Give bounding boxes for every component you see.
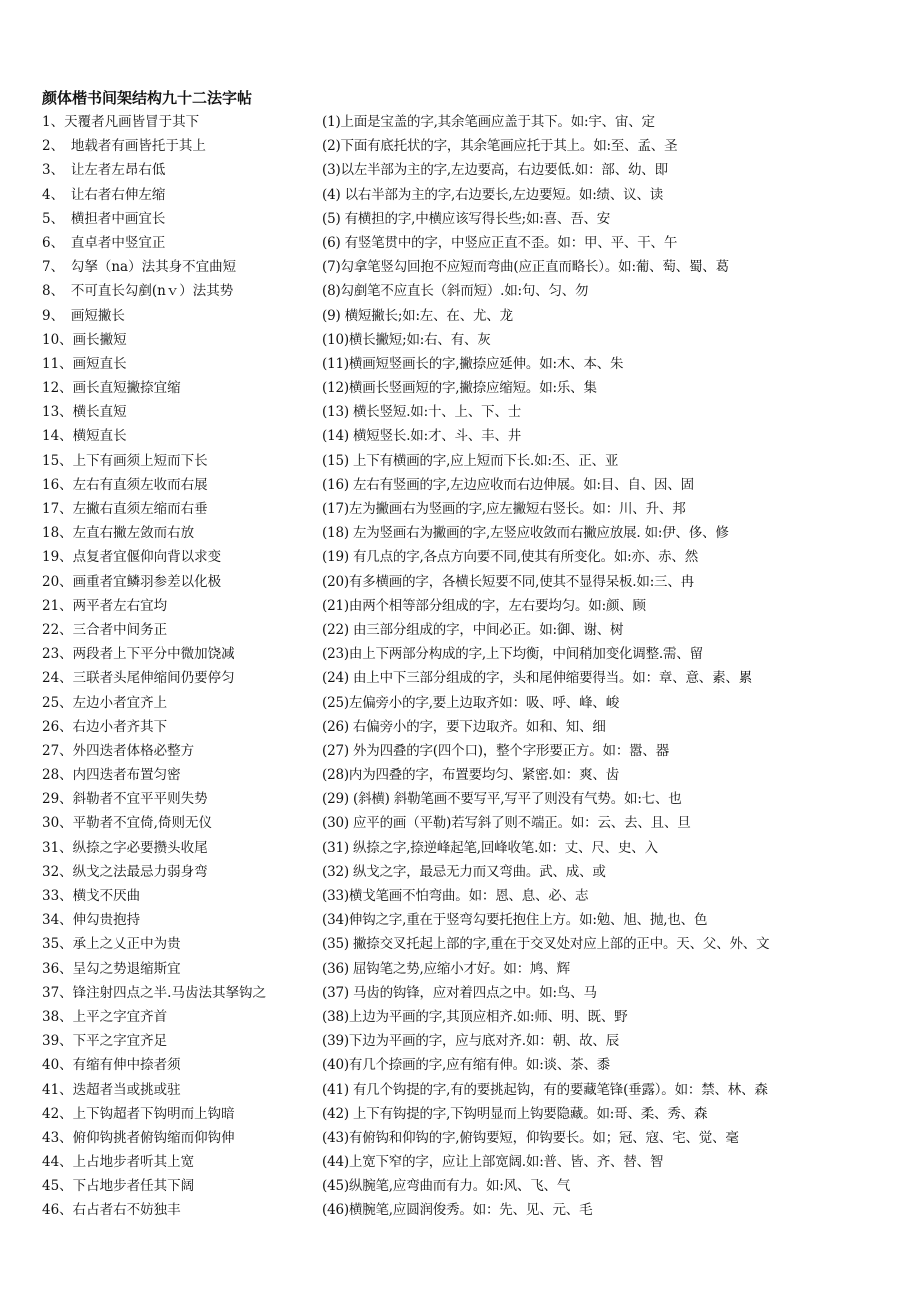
rule-row <box>0 1126 920 1150</box>
rule-name: 6、 直卓者中竖宜正 <box>42 234 166 251</box>
rule-row <box>0 449 920 473</box>
rule-row <box>0 1005 920 1029</box>
rule-description: (9) 横短撇长;如:左、在、尤、龙 <box>322 307 513 324</box>
rule-name: 22、三合者中间务正 <box>42 621 168 638</box>
rule-row <box>0 1078 920 1102</box>
rule-name: 44、上占地步者听其上宽 <box>42 1154 195 1171</box>
rule-row <box>0 594 920 618</box>
rule-name: 1、天覆者凡画皆冒于其下 <box>42 114 200 130</box>
rule-row <box>0 279 920 303</box>
rule-row <box>0 521 920 545</box>
rule-row <box>0 981 920 1005</box>
rule-name: 8、 不可直长勾剷(nｖ）法其势 <box>42 283 234 300</box>
rule-row <box>0 739 920 763</box>
rule-description: (22) 由三部分组成的字，中间必正。如:御、谢、树 <box>322 621 624 638</box>
rule-description: (18) 左为竖画右为撇画的字,左竖应收敛而右撇应放展. 如:伊、侈、修 <box>322 525 729 542</box>
rule-name: 14、横短直长 <box>42 428 127 445</box>
rule-row <box>0 545 920 569</box>
rule-row <box>0 400 920 424</box>
rule-row <box>0 231 920 255</box>
rule-row <box>0 1029 920 1053</box>
rule-description: (20)有多横画的字，各横长短要不同,使其不显得呆板.如:三、冉 <box>322 573 694 590</box>
rule-name: 5、 横担者中画宜长 <box>42 210 166 227</box>
rule-row <box>0 715 920 739</box>
rule-description: (11)横画短竖画长的字,撇捺应延伸。如:木、本、朱 <box>322 355 624 372</box>
rule-row <box>0 424 920 448</box>
rule-name: 10、画长撇短 <box>42 331 127 348</box>
rule-description: (43)有俯钩和仰钩的字,俯钩要短，仰钩要长。如；冠、寇、宅、觉、毫 <box>322 1129 739 1146</box>
rule-name: 45、下占地步者任其下阔 <box>42 1178 195 1195</box>
rule-name: 13、横长直短 <box>42 404 127 421</box>
rule-name: 43、俯仰钩挑者俯钩缩而仰钩伸 <box>42 1129 235 1146</box>
rule-row <box>0 497 920 521</box>
rule-row <box>0 304 920 328</box>
rule-name: 40、有缩有伸中捺者须 <box>42 1057 181 1074</box>
rule-description: (3)以左半部为主的字,左边要高，右边要低.如：部、幼、即 <box>322 162 668 179</box>
rule-name: 19、点复者宜偃仰向背以求变 <box>42 549 222 566</box>
rule-name: 33、横戈不厌曲 <box>42 888 141 904</box>
rule-row <box>0 932 920 956</box>
rule-row <box>0 1150 920 1174</box>
rule-name: 25、左边小者宜齐上 <box>42 694 168 711</box>
rule-description: (45)纵腕笔,应弯曲而有力。如:风、飞、气 <box>322 1178 571 1195</box>
rules-list <box>0 110 920 1223</box>
rule-description: (12)横画长竖画短的字,撇捺应缩短。如:乐、集 <box>322 380 597 397</box>
rule-description: (29) (斜横) 斜勒笔画不要写平,写平了则没有气势。如:七、也 <box>322 791 682 808</box>
rule-name: 42、上下钩超者下钩明而上钩暗 <box>42 1105 235 1122</box>
rule-description: (23)由上下两部分构成的字,上下均衡，中间稍加变化调整.需、留 <box>322 646 703 663</box>
rule-description: (41) 有几个钩提的字,有的要挑起钩，有的要藏笔锋(垂露）。如：禁、林、森 <box>322 1081 768 1098</box>
rule-row <box>0 376 920 400</box>
rule-description: (31) 纵捺之字,捺逆峰起笔,回峰收笔.如：丈、尺、史、入 <box>322 839 658 856</box>
rule-description: (30) 应平的画（平勒)若写斜了则不端正。如：云、去、且、旦 <box>322 815 691 832</box>
rule-row <box>0 570 920 594</box>
rule-description: (26) 右偏旁小的字，要下边取齐。如和、知、细 <box>322 718 606 735</box>
rule-row <box>0 763 920 787</box>
rule-name: 30、平勒者不宜倚,倚则无仪 <box>42 815 212 832</box>
rule-name: 38、上平之字宜齐首 <box>42 1008 168 1025</box>
document-title: 颜体楷书间架结构九十二法字帖 <box>42 89 253 107</box>
rule-description: (34)伸钩之字,重在于竖弯勾要托抱住上方。如:勉、旭、抛,也、色 <box>322 912 708 929</box>
rule-row <box>0 1053 920 1077</box>
rule-name: 27、外四迭者体格必整方 <box>42 742 195 759</box>
rule-description: (35) 撇捺交叉托起上部的字,重在于交叉处对应上部的正中。天、父、外、文 <box>322 936 770 953</box>
rule-description: (37) 马齿的钩锋，应对着四点之中。如:鸟、马 <box>322 984 597 1001</box>
rule-row <box>0 183 920 207</box>
rule-description: (8)勾剷笔不应直长（斜而短）.如:句、匀、勿 <box>322 283 589 300</box>
rule-name: 12、画长直短撇捺宜缩 <box>42 380 181 397</box>
rule-name: 41、迭超者当或挑或驻 <box>42 1081 181 1098</box>
rule-description: (21)由两个相等部分组成的字，左右要均匀。如:颜、顾 <box>322 597 646 614</box>
rule-row <box>0 1198 920 1222</box>
rule-name: 46、右占者右不妨独丰 <box>42 1202 181 1219</box>
rule-row <box>0 618 920 642</box>
rule-description: (27) 外为四叠的字(四个口)，整个字形要正方。如：嚣、器 <box>322 742 670 759</box>
rule-row <box>0 884 920 908</box>
rule-description: (7)勾拿笔竖勾回抱不应短而弯曲(应正直而略长）。如:葡、萄、蜀、葛 <box>322 259 729 276</box>
rule-name: 26、右边小者齐其下 <box>42 718 168 735</box>
rule-name: 7、 勾拏（na）法其身不宜曲短 <box>42 259 237 276</box>
rule-description: (46)横腕笔,应圆润俊秀。如：先、见、元、毛 <box>322 1202 593 1219</box>
rule-description: (38)上边为平画的字,其顶应相齐.如:师、明、既、野 <box>322 1008 628 1025</box>
rule-name: 15、上下有画须上短而下长 <box>42 452 208 469</box>
rule-name: 36、呈勾之势退缩斯宜 <box>42 960 181 977</box>
rule-row <box>0 691 920 715</box>
rule-description: (42) 上下有钩提的字,下钩明显而上钩要隐藏。如:哥、柔、秀、森 <box>322 1105 708 1122</box>
rule-description: (1)上面是宝盖的字,其余笔画应盖于其下。如:宇、宙、定 <box>322 114 655 130</box>
rule-name: 23、两段者上下平分中微加饶减 <box>42 646 235 663</box>
rule-name: 28、内四迭者布置匀密 <box>42 767 181 784</box>
rule-name: 35、承上之乂正中为贵 <box>42 936 181 953</box>
rule-row <box>0 957 920 981</box>
rule-row <box>0 207 920 231</box>
rule-name: 37、锋注射四点之半.马齿法其拏钩之 <box>42 984 266 1001</box>
rule-description: (5) 有横担的字,中横应该写得长些;如:喜、吾、安 <box>322 210 611 227</box>
rule-name: 3、 让左者左昂右低 <box>42 162 166 179</box>
rule-name: 17、左撇右直须左缩而右垂 <box>42 501 208 517</box>
rule-row <box>0 158 920 182</box>
rule-name: 31、纵捺之字必要攒头收尾 <box>42 839 208 856</box>
rule-name: 32、纵戈之法最忌力弱身弯 <box>42 863 208 880</box>
rule-description: (17)左为撇画右为竖画的字,应左撇短右竖长。如：川、升、邦 <box>322 501 686 517</box>
rule-description: (36) 屈钩笔之势,应缩小才好。如：鸠、辉 <box>322 960 570 977</box>
rule-row <box>0 352 920 376</box>
rule-name: 11、画短直长 <box>42 355 127 372</box>
rule-description: (4) 以右半部为主的字,右边要长,左边要短。如:绩、议、读 <box>322 186 664 203</box>
rule-name: 18、左直右撇左敛而右放 <box>42 525 195 542</box>
rule-description: (16) 左右有竖画的字,左边应收而右边伸展。如:目、自、因、固 <box>322 476 694 493</box>
rule-name: 2、 地载者有画皆托于其上 <box>42 138 206 155</box>
rule-row <box>0 787 920 811</box>
rule-row <box>0 134 920 158</box>
rule-description: (6) 有竖笔贯中的字，中竖应正直不歪。如：甲、平、干、午 <box>322 234 678 251</box>
rule-row <box>0 811 920 835</box>
rule-row <box>0 642 920 666</box>
rule-name: 34、伸勾贵抱持 <box>42 912 141 929</box>
rule-description: (39)下边为平画的字，应与底对齐.如：朝、故、辰 <box>322 1033 620 1050</box>
rule-description: (32) 纵戈之字，最忌无力而又弯曲。武、成、或 <box>322 863 606 880</box>
rule-name: 4、 让右者右伸左缩 <box>42 186 166 203</box>
rule-description: (19) 有几点的字,各点方向要不同,使其有所变化。如:亦、赤、然 <box>322 549 699 566</box>
rule-row <box>0 255 920 279</box>
rule-description: (24) 由上中下三部分组成的字，头和尾伸缩要得当。如：章、意、素、累 <box>322 670 753 687</box>
rule-name: 39、下平之字宜齐足 <box>42 1033 168 1050</box>
rule-row <box>0 860 920 884</box>
rule-row <box>0 110 920 134</box>
rule-row <box>0 1174 920 1198</box>
rule-row <box>0 836 920 860</box>
rule-row <box>0 908 920 932</box>
rule-row <box>0 666 920 690</box>
rule-name: 29、斜勒者不宜平平则失势 <box>42 791 208 808</box>
rule-name: 16、左右有直须左收而右展 <box>42 476 208 493</box>
rule-row <box>0 1102 920 1126</box>
rule-name: 20、画重者宜鳞羽参差以化极 <box>42 573 222 590</box>
rule-description: (25)左偏旁小的字,要上边取齐如：吸、呼、峰、峻 <box>322 694 620 711</box>
rule-description: (14) 横短竖长.如:才、斗、丰、井 <box>322 428 522 445</box>
rule-description: (2)下面有底托状的字，其余笔画应托于其上。如:至、孟、圣 <box>322 138 678 155</box>
rule-description: (15) 上下有横画的字,应上短而下长.如:丕、正、亚 <box>322 452 619 469</box>
rule-description: (44)上宽下窄的字，应让上部宽阔.如:普、皆、齐、替、智 <box>322 1154 664 1171</box>
rule-description: (40)有几个捺画的字,应有缩有伸。如:谈、茶、黍 <box>322 1057 611 1074</box>
rule-description: (10)横长撇短;如:右、有、灰 <box>322 331 491 348</box>
rule-description: (33)横戈笔画不怕弯曲。如：恩、息、必、志 <box>322 888 589 904</box>
rule-name: 9、 画短撇长 <box>42 307 125 324</box>
rule-row <box>0 328 920 352</box>
rule-row <box>0 473 920 497</box>
rule-name: 24、三联者头尾伸缩间仍要停匀 <box>42 670 235 687</box>
rule-name: 21、两平者左右宜均 <box>42 597 168 614</box>
rule-description: (13) 横长竖短.如:十、上、下、士 <box>322 404 522 421</box>
rule-description: (28)内为四叠的字，布置要均匀、紧密.如：爽、齿 <box>322 767 620 784</box>
